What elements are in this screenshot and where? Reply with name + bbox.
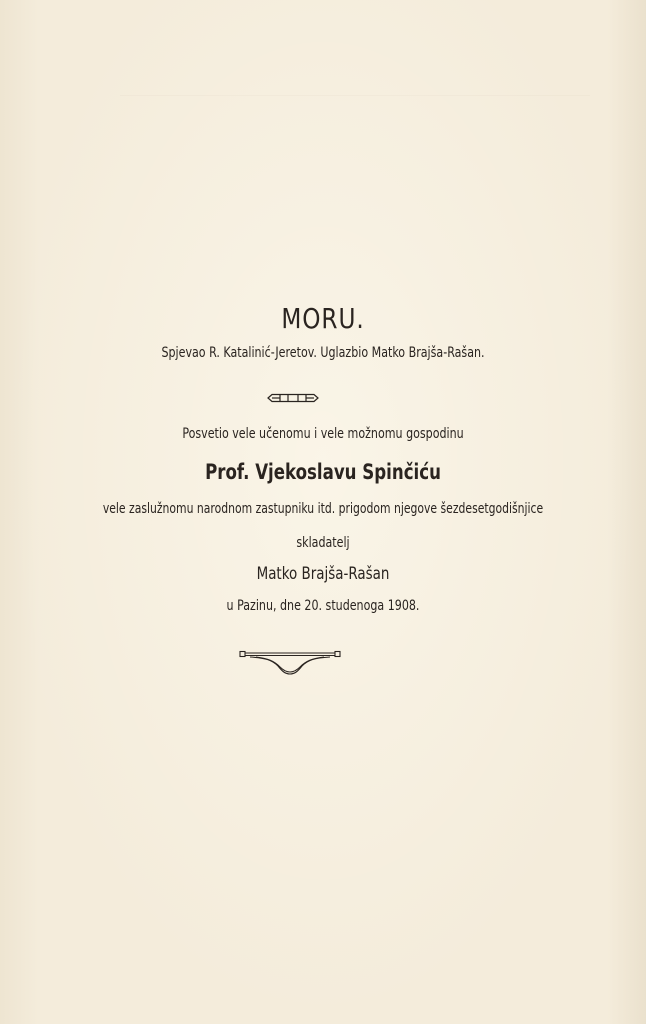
dedication-line: Posvetio vele učenomu i vele možnomu gospodinu xyxy=(182,426,464,442)
author-credit: Spjevao R. Katalinić-Jeretov. Uglazbio Matko Brajša-Rašan. xyxy=(161,345,485,361)
bracket-ornament-icon xyxy=(238,648,342,678)
place-date-line: u Pazinu, dne 20. studenoga 1908. xyxy=(226,598,420,614)
page-title: MORU. xyxy=(281,302,365,335)
bar-ornament-icon xyxy=(266,392,320,404)
occasion-line: vele zaslužnomu narodnom zastupniku itd. prigodom njegove šezdesetgodišnjice xyxy=(102,501,544,517)
composer-name: Matko Brajša-Rašan xyxy=(256,564,390,584)
composer-label: skladatelj xyxy=(296,535,350,551)
dedicatee-name: Prof. Vjekoslavu Spinčiću xyxy=(205,460,441,484)
bleed-through-shadow xyxy=(120,95,590,876)
